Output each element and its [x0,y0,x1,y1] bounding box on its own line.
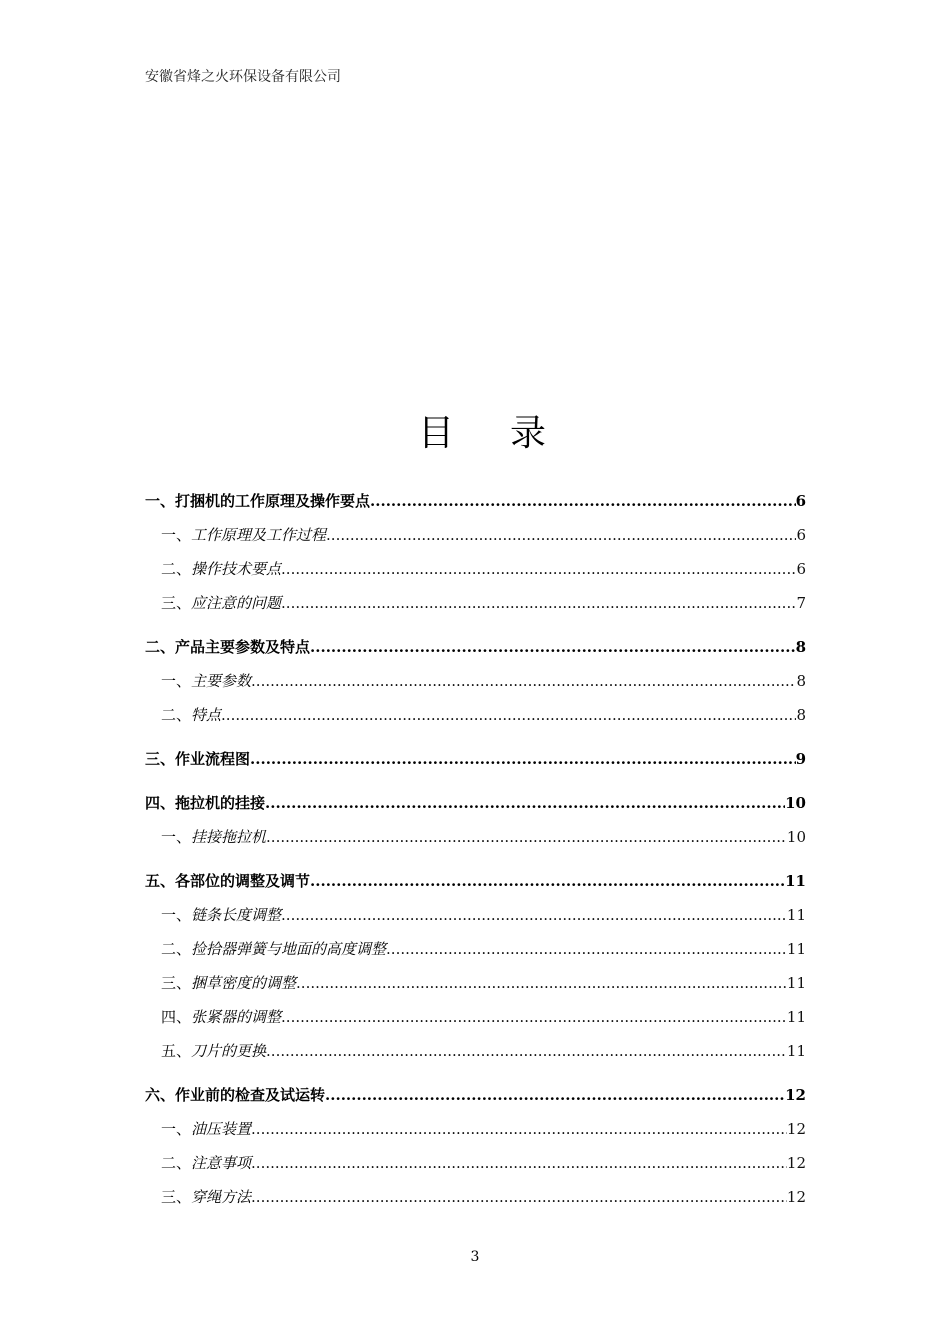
toc-entry-text: 应注意的问题 [191,594,282,612]
toc-entry-section[interactable] [145,904,806,928]
toc-entry-page: 12 [786,1188,806,1206]
toc-entry-text: 工作原理及工作过程 [191,526,327,544]
toc-entry-text: 张紧器的调整 [191,1008,282,1026]
toc-entry-page: 7 [796,594,806,612]
toc-entry-number: 一、 [161,1120,192,1138]
toc-entry-number: 二、 [161,940,192,958]
toc-leader-dots [281,906,787,924]
toc-entry-label [161,670,251,691]
toc-entry-chapter[interactable] [145,1084,806,1108]
toc-entry-number: 三、 [161,1188,192,1206]
toc-entry-section[interactable] [145,670,806,694]
toc-entry-label [145,748,250,769]
toc-entry-number: 一、 [161,906,192,924]
toc-entry-number: 四、 [145,794,176,812]
toc-leader-dots [251,1188,787,1206]
toc-entry-page: 12 [786,1154,806,1172]
toc-entry-number: 二、 [145,638,176,656]
toc-entry-number: 二、 [161,706,192,724]
toc-entry-page: 8 [796,672,806,690]
toc-leader-dots [310,872,785,890]
toc-leader-dots [281,560,796,578]
toc-entry-label [161,524,326,545]
toc-entry-page: 12 [785,1086,806,1104]
toc-entry-page: 10 [786,828,806,846]
toc-entry-label [161,938,386,959]
toc-entry-number: 三、 [161,974,192,992]
toc-entry-page: 11 [786,1008,806,1026]
toc-entry-number: 一、 [161,672,192,690]
page-number: 3 [470,1249,480,1265]
toc-entry-text: 油压装置 [191,1120,252,1138]
toc-leader-dots [266,1042,787,1060]
toc-entry-page: 10 [785,794,806,812]
toc-entry-page: 8 [795,638,806,656]
toc-entry-chapter[interactable] [145,870,806,894]
toc-entry-page: 12 [786,1120,806,1138]
toc-entry-label [161,1040,266,1061]
toc-leader-dots [250,750,796,768]
toc-entry-text: 拖拉机的挂接 [175,794,266,812]
toc-entry-number: 一、 [161,828,192,846]
toc-entry-text: 作业前的检查及试运转 [175,1086,326,1104]
toc-entry-label [161,1118,251,1139]
toc-entry-section[interactable] [145,558,806,582]
toc-entry-section[interactable] [145,938,806,962]
toc-entry-text: 主要参数 [191,672,252,690]
toc-leader-dots [326,526,796,544]
toc-entry-page: 8 [796,706,806,724]
toc-entry-page: 6 [795,492,806,510]
toc-entry-label [161,558,281,579]
toc-entry-chapter[interactable] [145,490,806,514]
toc-entry-label [161,1186,251,1207]
toc-entry-label [161,826,266,847]
toc-leader-dots [251,672,796,690]
table-of-contents [145,490,806,1210]
toc-entry-label [161,704,221,725]
toc-entry-section[interactable] [145,1040,806,1064]
toc-entry-number: 一、 [145,492,176,510]
toc-entry-page: 11 [785,872,806,890]
toc-entry-text: 操作技术要点 [191,560,282,578]
toc-leader-dots [325,1086,785,1104]
toc-leader-dots [386,940,787,958]
toc-leader-dots [281,1008,787,1026]
toc-entry-section[interactable] [145,826,806,850]
toc-entry-section[interactable] [145,972,806,996]
toc-leader-dots [266,828,787,846]
toc-entry-page: 11 [786,906,806,924]
toc-entry-label [161,904,281,925]
toc-leader-dots [265,794,785,812]
toc-entry-page: 11 [786,1042,806,1060]
toc-entry-number: 四、 [161,1008,192,1026]
toc-entry-text: 作业流程图 [175,750,251,768]
toc-entry-label [145,490,370,511]
toc-entry-text: 穿绳方法 [191,1188,252,1206]
toc-entry-page: 6 [796,526,806,544]
toc-entry-label [145,1084,325,1105]
toc-entry-label [145,792,265,813]
toc-entry-page: 9 [795,750,806,768]
toc-entry-chapter[interactable] [145,636,806,660]
toc-title: 目录 [417,413,602,454]
toc-entry-number: 五、 [161,1042,192,1060]
toc-entry-section[interactable] [145,704,806,728]
toc-entry-number: 三、 [145,750,176,768]
toc-entry-section[interactable] [145,1152,806,1176]
toc-entry-number: 三、 [161,594,192,612]
toc-entry-chapter[interactable] [145,748,806,772]
toc-entry-number: 五、 [145,872,176,890]
toc-leader-dots [221,706,796,724]
toc-entry-label [161,1006,281,1027]
toc-entry-label [161,972,296,993]
toc-leader-dots [296,974,787,992]
toc-leader-dots [310,638,796,656]
toc-entry-text: 产品主要参数及特点 [175,638,311,656]
company-header: 安徽省烽之火环保设备有限公司 [145,69,341,85]
toc-entry-text: 注意事项 [191,1154,252,1172]
toc-entry-label [145,636,310,657]
toc-entry-section[interactable] [145,1118,806,1142]
toc-entry-section[interactable] [145,1006,806,1030]
toc-entry-label [145,870,310,891]
toc-entry-number: 二、 [161,1154,192,1172]
toc-leader-dots [251,1120,787,1138]
toc-entry-page: 11 [786,940,806,958]
toc-leader-dots [281,594,796,612]
toc-entry-text: 打捆机的工作原理及操作要点 [175,492,371,510]
toc-leader-dots [251,1154,787,1172]
toc-entry-page: 6 [796,560,806,578]
toc-entry-text: 刀片的更换 [191,1042,267,1060]
toc-entry-number: 二、 [161,560,192,578]
toc-entry-number: 一、 [161,526,192,544]
toc-entry-section[interactable] [145,1186,806,1210]
toc-entry-page: 11 [786,974,806,992]
toc-entry-section[interactable] [145,524,806,548]
toc-entry-text: 捡拾器弹簧与地面的高度调整 [191,940,387,958]
toc-entry-number: 六、 [145,1086,176,1104]
toc-entry-label [161,1152,251,1173]
toc-entry-label [161,592,281,613]
toc-entry-text: 挂接拖拉机 [191,828,267,846]
toc-entry-text: 捆草密度的调整 [191,974,297,992]
toc-leader-dots [370,492,796,510]
toc-entry-text: 特点 [191,706,222,724]
toc-entry-text: 各部位的调整及调节 [175,872,311,890]
toc-entry-chapter[interactable] [145,792,806,816]
toc-entry-text: 链条长度调整 [191,906,282,924]
toc-entry-section[interactable] [145,592,806,616]
